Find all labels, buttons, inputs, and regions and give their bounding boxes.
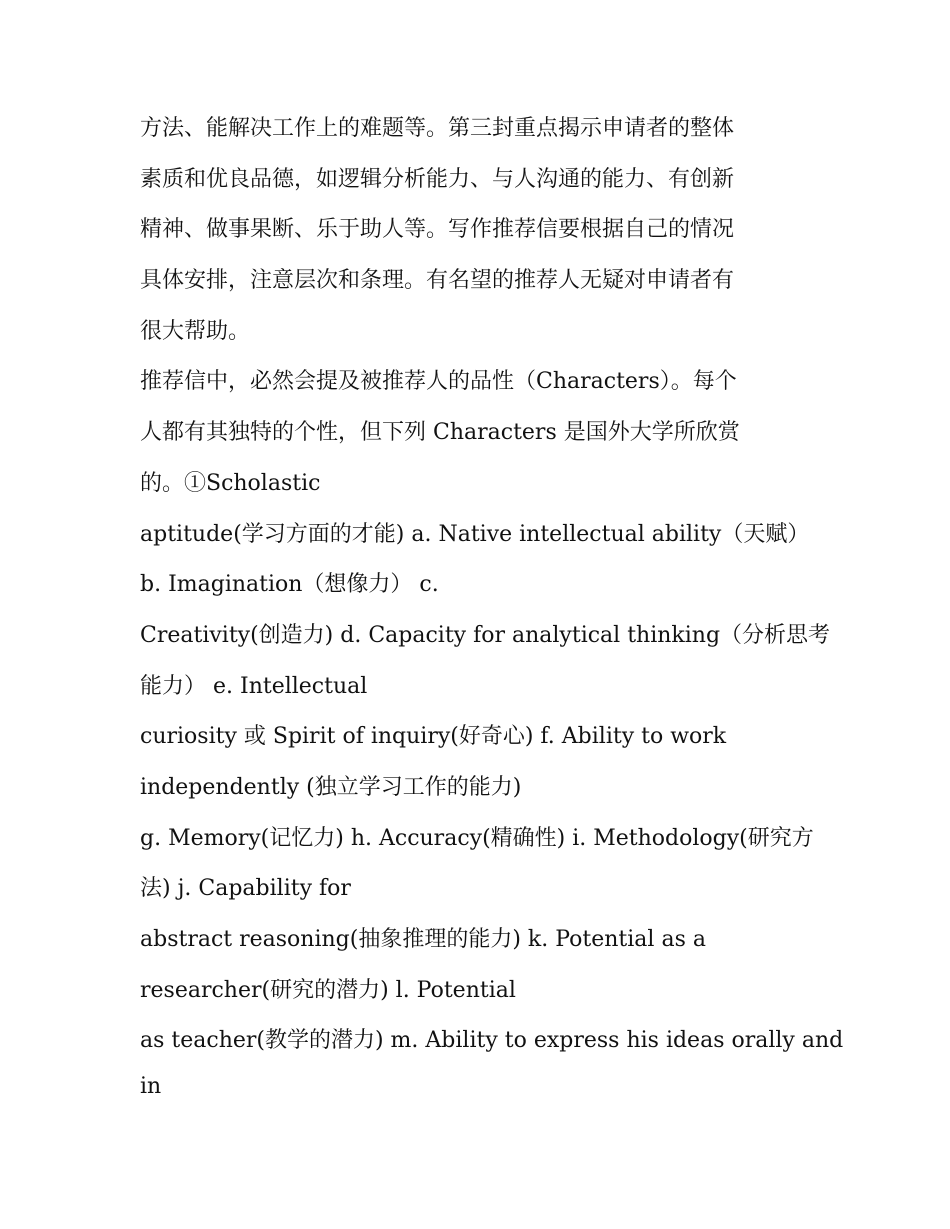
text-line: 精神、做事果断、乐于助人等。写作推荐信要根据自己的情况 bbox=[140, 217, 735, 243]
text-line: Creativity(创造力) d. Capacity for analytical thinking（分析思考 bbox=[140, 622, 831, 648]
text-line: as teacher(教学的潜力) m. Ability to express his ideas orally and bbox=[140, 1028, 844, 1054]
text-line: 法) j. Capability for bbox=[140, 876, 351, 902]
text-line: 的。①Scholastic bbox=[140, 470, 321, 496]
text-line: b. Imagination（想像力） c. bbox=[140, 572, 439, 598]
text-line: independently (独立学习工作的能力) bbox=[140, 774, 522, 800]
text-line: 人都有其独特的个性，但下列 Characters 是国外大学所欣赏 bbox=[140, 420, 740, 446]
text-line: curiosity 或 Spirit of inquiry(好奇心) f. Ability to work bbox=[140, 724, 727, 750]
document-body bbox=[140, 104, 844, 1107]
text-line: 具体安排，注意层次和条理。有名望的推荐人无疑对申请者有 bbox=[140, 268, 735, 294]
text-line: 很大帮助。 bbox=[140, 318, 251, 344]
text-line: 素质和优良品德，如逻辑分析能力、与人沟通的能力、有创新 bbox=[140, 166, 735, 192]
text-line: 方法、能解决工作上的难题等。第三封重点揭示申请者的整体 bbox=[140, 116, 735, 141]
text-line: researcher(研究的潜力) l. Potential bbox=[140, 977, 516, 1003]
text-line: 能力） e. Intellectual bbox=[140, 673, 368, 699]
text-line: 推荐信中，必然会提及被推荐人的品性（Characters）。每个 bbox=[140, 369, 737, 395]
text-line: g. Memory(记忆力) h. Accuracy(精确性) i. Methodology(研究方 bbox=[140, 825, 814, 851]
text-line: abstract reasoning(抽象推理的能力) k. Potential as a bbox=[140, 927, 706, 952]
text-line: aptitude(学习方面的才能) a. Native intellectual ability（天赋） bbox=[140, 521, 810, 547]
text-line: in bbox=[140, 1074, 162, 1100]
